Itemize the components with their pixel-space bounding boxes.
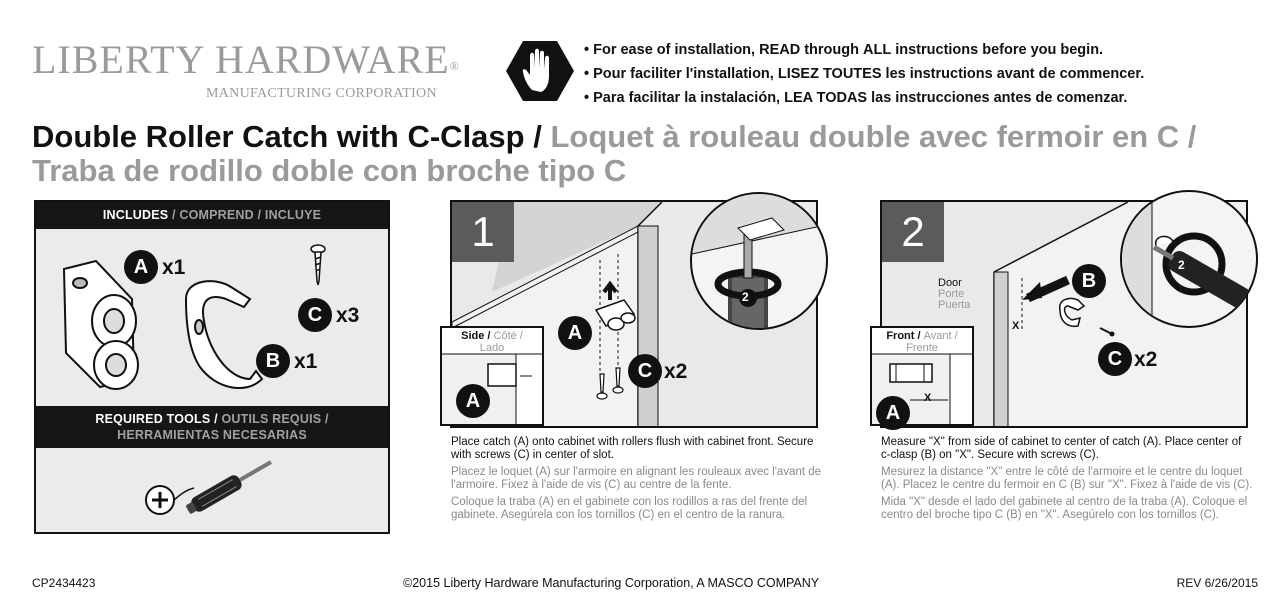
- required-tools-header: REQUIRED TOOLS / OUTILS REQUIS / HERRAMIENTAS NECESARIAS: [36, 406, 388, 448]
- stop-hand-icon: [505, 40, 575, 102]
- title-es: Traba de rodillo doble con broche tipo C: [32, 153, 627, 188]
- step-1-zoom-num: 2: [742, 290, 749, 304]
- step-1-inset-badge-a: A: [456, 384, 490, 418]
- part-code: CP2434423: [32, 576, 96, 590]
- step-2-text-fr: Mesurez la distance "X" entre le côté de l'armoire et le centre du loquet (A). Placez le centre du fermoir en C (B) sur "X". Fixez à l'aide de vis (C).: [881, 466, 1253, 491]
- step-2-badge-b: B: [1072, 264, 1106, 298]
- step-1-inset-label: Side / Côté / Lado: [461, 330, 523, 354]
- part-c-badge: C: [298, 298, 332, 332]
- step-2-text-en: Measure "X" from side of cabinet to center of catch (A). Place center of c-clasp (B) on "X". Secure with screws (C).: [881, 436, 1242, 461]
- step-1-side-inset: [440, 326, 544, 426]
- part-a-qty: x1: [162, 256, 186, 279]
- step-2-zoom: [1120, 190, 1258, 328]
- note-fr: • Pour faciliter l'installation, LISEZ TOUTES les instructions avant de commencer.: [584, 62, 1144, 86]
- door-label: Door Porte Puerta: [938, 277, 971, 311]
- step-1-text-en: Place catch (A) onto cabinet with rollers flush with cabinet front. Secure with screws (C) in center of slot.: [451, 436, 814, 461]
- step-1-number: 1: [452, 202, 514, 262]
- step-2-badge-c: C: [1098, 342, 1132, 376]
- step-1-badge-c: C: [628, 354, 662, 388]
- part-b-badge: B: [256, 344, 290, 378]
- step-2-inset-label: Front / Avant / Frente: [886, 330, 958, 354]
- step-1-text-es: Coloque la traba (A) en el gabinete con los rodillos a ras del frente del gabinete. Asegúrela con los tornillos (C) en el centro de la ranura.: [451, 496, 808, 521]
- note-en: • For ease of installation, READ through ALL instructions before you begin.: [584, 38, 1144, 62]
- step-2-text-es: Mida "X" desde el lado del gabinete al centro de la traba (A). Coloque el centro del broche tipo C (B) en "X". Asegúrelo con los tornillos (C).: [881, 496, 1248, 521]
- title-en: Double Roller Catch with C-Clasp: [32, 119, 525, 154]
- part-a-badge: A: [124, 250, 158, 284]
- step-2-x-mark: X: [1012, 320, 1020, 332]
- logo-name: LIBERTY HARDWARE: [32, 37, 450, 82]
- part-b-qty: x1: [294, 350, 318, 373]
- step-2-front-inset: [870, 326, 974, 426]
- step-2-zoom-num: 2: [1178, 258, 1185, 272]
- step-1-instructions: [451, 436, 823, 526]
- step-2-inset-x: X: [924, 392, 932, 404]
- includes-header: INCLUDES / COMPREND / INCLUYE: [36, 202, 388, 229]
- step-1-badge-a: A: [558, 316, 592, 350]
- step-2-qty-c: x2: [1134, 348, 1158, 371]
- includes-panel: [34, 200, 390, 534]
- logo-subtitle: MANUFACTURING CORPORATION: [206, 86, 437, 101]
- step-2-number: 2: [882, 202, 944, 262]
- step-1-text-fr: Placez le loquet (A) sur l'armoire en alignant les rouleaux avec l'avant de l'armoire. Fixez à l'aide de vis (C) au centre de la fente.: [451, 466, 822, 491]
- catch-part-icon: [64, 261, 138, 389]
- logo-reg: ®: [449, 59, 460, 73]
- drill-detail-icon: [692, 194, 828, 330]
- page-title: Double Roller Catch with C-Clasp / Loquet à rouleau double avec fermoir en C / Traba de rodillo doble con broche tipo C: [32, 119, 1197, 188]
- screw-part-icon: [311, 245, 325, 285]
- screwdriver-icon: [36, 448, 388, 532]
- c-clasp-part-icon: [186, 281, 262, 388]
- step-1-qty-c: x2: [664, 360, 688, 383]
- screwdriver-detail-icon: [1122, 192, 1258, 328]
- part-c-qty: x3: [336, 304, 360, 327]
- title-fr: Loquet à rouleau double avec fermoir en C /: [550, 119, 1197, 154]
- step-2-instructions: [881, 436, 1253, 526]
- brand-logo: [32, 37, 460, 101]
- step-1-zoom: [690, 192, 828, 330]
- step-2-inset-badge-a: A: [876, 396, 910, 430]
- revision: REV 6/26/2015: [1176, 576, 1258, 590]
- note-es: • Para facilitar la instalación, LEA TODAS las instrucciones antes de comenzar.: [584, 86, 1144, 110]
- safety-notes: [584, 38, 1144, 110]
- logo-wordmark: [32, 37, 460, 82]
- copyright: ©2015 Liberty Hardware Manufacturing Corporation, A MASCO COMPANY: [403, 576, 820, 590]
